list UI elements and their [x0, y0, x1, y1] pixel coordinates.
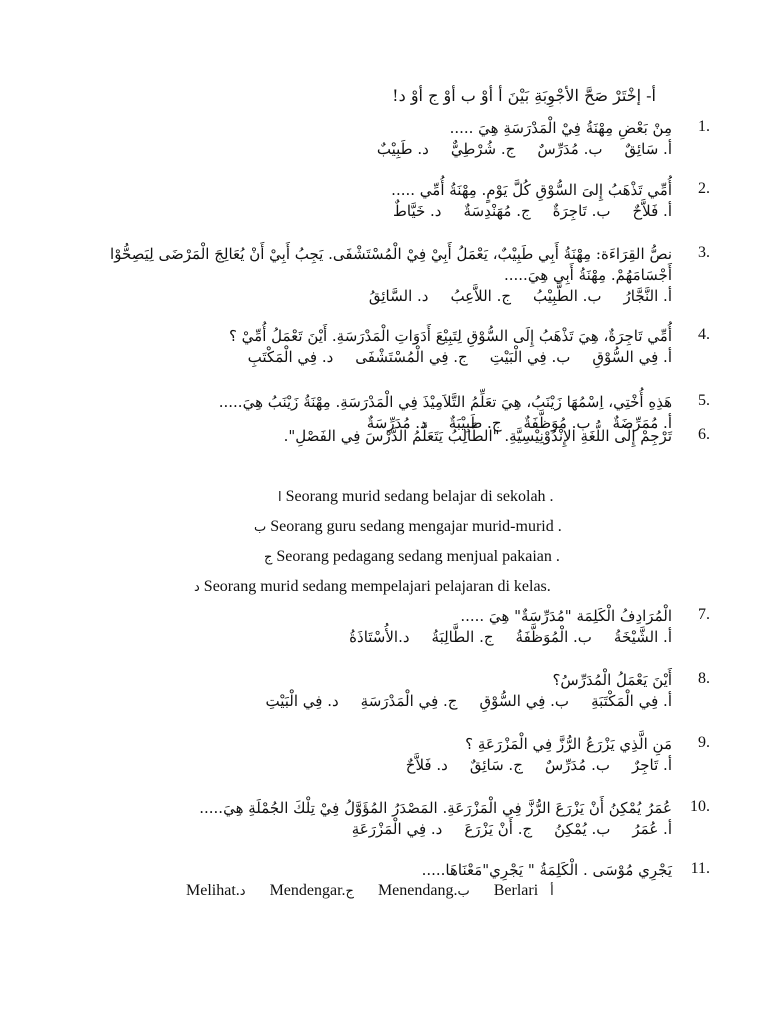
- question-stem: مَنِ الَّذِي يَزْرَعُ الرُّزَّ فِي الْمَزْرَعَةِ ؟: [465, 735, 672, 753]
- option-a[interactable]: أ. سَائِقٌ: [624, 140, 672, 158]
- option-text: Mendengar.: [269, 882, 346, 899]
- question-9: [72, 734, 710, 776]
- q6-option-a[interactable]: [278, 488, 554, 506]
- option-b[interactable]: ب. مُدَرِّسٌ: [544, 756, 610, 774]
- question-number: 1.: [698, 118, 710, 135]
- option-d[interactable]: د.الأُسْتَاذَةُ: [349, 628, 410, 646]
- question-2: [72, 180, 710, 222]
- question-number: 7.: [698, 606, 710, 623]
- options-row: [72, 691, 672, 712]
- option-text: Melihat.: [186, 882, 240, 899]
- q11-option-a[interactable]: [494, 882, 554, 900]
- option-c[interactable]: ج. اللاَّعِبُ: [450, 287, 512, 305]
- q11-options-row: [186, 882, 626, 900]
- question-stem: نصُّ القِرَاءَة: مِهْنَةُ أَبِي طَبِيْبٌ، يَعْمَلُ أَبِيْ فِيْ الْمُسْتَشْفَى. يَجِبُ أَبِيْ أَنْ يُعَالِجَ الْمَرْضَى لِيَصِحُّوْا أَجْسَامَهُمْ. مِهْنَةُ أَبِي هِيَ.....: [110, 245, 672, 284]
- option-text: Seorang pedagang sedang menjual pakaian .: [276, 548, 560, 565]
- option-a[interactable]: أ. فِي الْمَكْتَبَةِ: [591, 692, 672, 710]
- q6-option-d[interactable]: [194, 578, 551, 596]
- option-text: Seorang murid sedang belajar di sekolah .: [285, 488, 554, 505]
- question-number: 10.: [690, 798, 710, 815]
- question-number: 2.: [698, 180, 710, 197]
- option-d[interactable]: د. فِي الْمَزْرَعَةِ: [351, 820, 443, 838]
- options-row: [72, 627, 672, 648]
- option-letter: ج: [264, 550, 273, 565]
- question-number: 4.: [698, 326, 710, 343]
- option-text: Seorang murid sedang mempelajari pelajaran di kelas.: [203, 578, 551, 595]
- question-stem: الْمُرَادِفُ الْكَلِمَة "مُدَرِّسَةٌ" هِيَ .....: [460, 607, 672, 625]
- option-c[interactable]: ج. مُهَنْدِسَةٌ: [463, 202, 531, 220]
- option-a[interactable]: أ. عُمَرُ: [632, 820, 672, 838]
- option-a[interactable]: أ. مُمَرِّضَةٌ: [612, 414, 672, 432]
- question-number: 9.: [698, 734, 710, 751]
- options-row: [72, 286, 672, 307]
- options-row: [72, 347, 672, 368]
- option-b[interactable]: ب. فِي السُّوْقِ: [479, 692, 570, 710]
- option-b[interactable]: ب. مُوَظَّفَةٌ: [523, 414, 591, 432]
- question-stem: مِنْ بَعْضِ مِهْنَةُ فِيْ الْمَدْرَسَةِ هِيَ .....: [449, 119, 672, 137]
- options-row: [72, 755, 672, 776]
- option-c[interactable]: ج. فِي الْمُسْتَشْفَى: [355, 348, 468, 366]
- q6-option-b[interactable]: [254, 518, 562, 536]
- instruction-heading: أ- إخْتَرْ صَحَّ الأجْوِبَةِ بَيْنَ أ أوْ ب أوْ ج أوْ د!: [392, 86, 656, 105]
- option-a[interactable]: أ. النَّجَّارُ: [623, 287, 672, 305]
- question-stem: يَجْرِي مُوْسَى . الْكَلِمَةُ " يَجْرِي"مَعْنَاهَا.....: [421, 861, 672, 879]
- question-1: [72, 118, 710, 160]
- q6-option-c[interactable]: [264, 548, 560, 566]
- option-letter: ج: [345, 884, 354, 899]
- option-letter: ا: [278, 490, 282, 505]
- options-row: [72, 201, 672, 222]
- option-d[interactable]: د. مُدَرِّسَةٌ: [366, 414, 427, 432]
- question-stem: أَيْنَ يَعْمَلُ الْمُدَرِّسُ؟: [552, 671, 672, 689]
- option-b[interactable]: ب. فِي الْبَيْتِ: [489, 348, 571, 366]
- option-d[interactable]: د. طَبِيْبٌ: [376, 140, 429, 158]
- option-text: Menendang.: [377, 882, 458, 899]
- option-d[interactable]: د. فِي الْمَكْتَبِ: [247, 348, 334, 366]
- option-b[interactable]: ب. يُمْكِنُ: [554, 820, 611, 838]
- option-c[interactable]: ج. فِي الْمَدْرَسَةِ: [360, 692, 458, 710]
- q11-option-c[interactable]: [270, 882, 354, 900]
- option-a[interactable]: أ. تَاجِرٌ: [632, 756, 672, 774]
- option-text: Seorang guru sedang mengajar murid-murid .: [270, 518, 562, 535]
- question-6: [72, 426, 710, 447]
- option-b[interactable]: ب. الْمُوَظَّفَةُ: [515, 628, 592, 646]
- option-c[interactable]: ج. أَنْ يَزْرَعَ: [464, 820, 533, 838]
- question-number: 5.: [698, 392, 710, 409]
- options-row: [72, 139, 672, 160]
- option-c[interactable]: ج. شُرْطِيٌّ: [450, 140, 516, 158]
- option-letter: ب: [457, 884, 470, 899]
- question-stem: تَرْجِمْ إِلَى اللُّغَةِ الإِنْدُوْنِيْسِيَّةِ. "الطَّالِبُ يَتَعَلَّمُ الدَّرْسَ فِي الفَصْلِ".: [283, 427, 672, 445]
- option-d[interactable]: د. فِي الْبَيْتِ: [265, 692, 339, 710]
- question-number: 8.: [698, 670, 710, 687]
- options-row: [72, 819, 672, 840]
- question-stem: أُمِّي تَذْهَبُ إِلىَ السُّوْقِ كُلَّ يَوْمٍ. مِهْنَةُ أُمِّي .....: [391, 181, 672, 199]
- option-a[interactable]: أ. فَلاَّحٌ: [632, 202, 672, 220]
- option-a[interactable]: أ. فِي السُّوْقِ: [592, 348, 672, 366]
- option-b[interactable]: ب. الطَّبِيْبُ: [533, 287, 602, 305]
- option-letter: د: [239, 884, 246, 899]
- option-d[interactable]: د. خَيَّاطٌ: [393, 202, 442, 220]
- q11-option-d[interactable]: [186, 882, 246, 900]
- question-3: [72, 244, 710, 307]
- question-stem: أُمِّي تَاجِرَةٌ، هِيَ تَذْهَبُ إِلَى السُّوْقِ لِتَبِيْعَ أَدَوَاتِ الْمَدْرَسَةِ. أَيْنَ تَعْمَلُ أُمِّيْ ؟: [228, 327, 672, 345]
- question-stem: عُمَرُ يُمْكِنُ أَنْ يَزْرَعَ الرُّزَّ فِي الْمَزْرَعَةِ. المَصْدَرُ المُؤَوَّلُ فِيْ تِلْكَ الجُمْلَةِ هِيَ.....: [199, 799, 672, 817]
- question-number: 6.: [698, 426, 710, 443]
- option-letter: أ: [550, 884, 554, 899]
- option-c[interactable]: ج. طَبِيْبَةٌ: [448, 414, 502, 432]
- question-10: [72, 798, 710, 840]
- question-7: [72, 606, 710, 648]
- option-d[interactable]: د. فَلاَّحٌ: [405, 756, 448, 774]
- question-number: 11.: [690, 860, 710, 877]
- option-b[interactable]: ب. مُدَرِّسٌ: [537, 140, 603, 158]
- option-a[interactable]: أ. الشَّيْخَةُ: [613, 628, 672, 646]
- option-letter: د: [194, 580, 200, 595]
- option-b[interactable]: ب. تَاجِرَةٌ: [552, 202, 611, 220]
- option-c[interactable]: ج. سَائِقٌ: [469, 756, 523, 774]
- question-number: 3.: [698, 244, 710, 261]
- option-letter: ب: [254, 520, 267, 535]
- question-4: [72, 326, 710, 368]
- q11-option-b[interactable]: [378, 882, 470, 900]
- question-11: [72, 860, 710, 881]
- question-stem: هَذِهِ أُخْتِي، اِسْمُهَا زَيْنَبُ، هِيَ تعَلِّمُ التَّلاَمِيْذَ فِي الْمَدْرَسَةِ. مِهْنَةُ زَيْنَبُ هِيَ.....: [218, 393, 672, 411]
- option-text: Berlari: [493, 882, 539, 899]
- option-c[interactable]: ج. الطَّالِبَةُ: [431, 628, 494, 646]
- question-8: [72, 670, 710, 712]
- option-d[interactable]: د. السَّائِقُ: [368, 287, 429, 305]
